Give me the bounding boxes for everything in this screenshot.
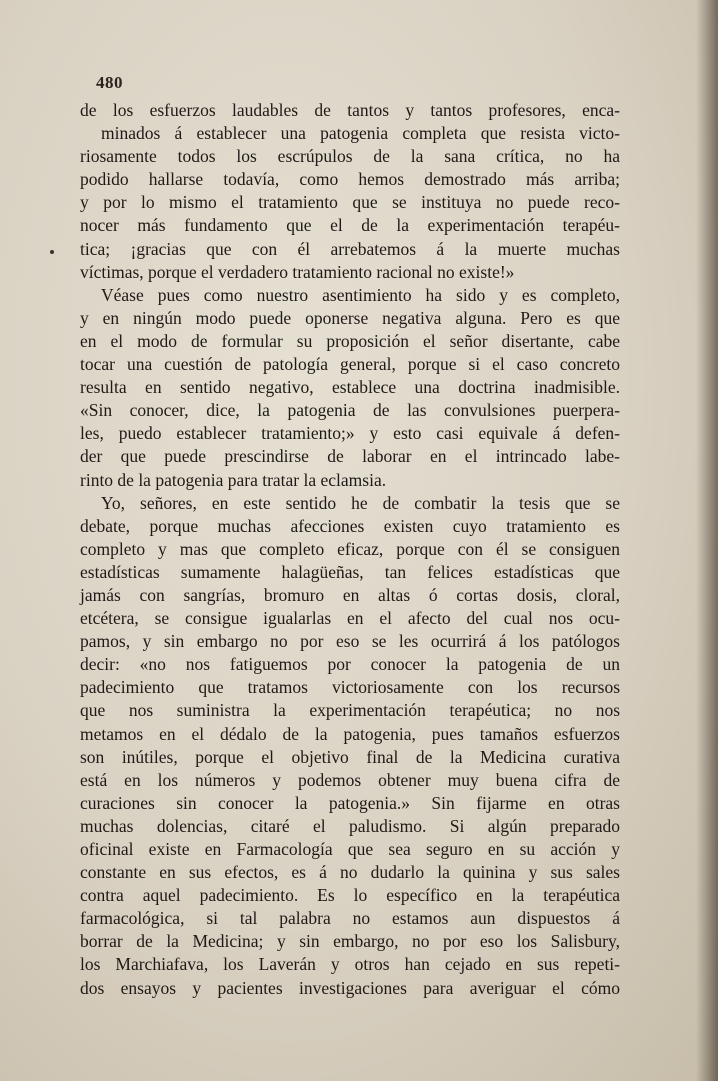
text-line: borrar de la Medicina; y sin embargo, no por eso los Salisbury, bbox=[80, 931, 620, 952]
text-line: constante en sus efectos, es á no dudarlo la quinina y sus sales bbox=[80, 862, 620, 883]
spine-shadow bbox=[696, 0, 718, 1081]
text-line: nocer más fundamento que el de la experimentación terapéu- bbox=[80, 215, 620, 236]
text-line: en el modo de formular su proposición el señor disertante, cabe bbox=[80, 330, 620, 351]
text-line: estadísticas sumamente halagüeñas, tan felices estadísticas que bbox=[80, 561, 620, 582]
text-line: podido hallarse todavía, como hemos demostrado más arriba; bbox=[80, 169, 620, 190]
text-line: padecimiento que tratamos victoriosamente con los recursos bbox=[80, 677, 620, 698]
page-number: 480 bbox=[96, 73, 123, 92]
text-line: metamos en el dédalo de la patogenia, pues tamaños esfuerzos bbox=[80, 723, 620, 744]
text-line: «Sin conocer, dice, la patogenia de las convulsiones puerpera- bbox=[80, 400, 620, 421]
margin-mark bbox=[50, 250, 54, 254]
text-line: y por lo mismo el tratamiento que se instituya no puede reco- bbox=[80, 192, 620, 213]
text-line: etcétera, se consigue igualarlas en el afecto del cual nos ocu- bbox=[80, 608, 620, 629]
text-line: dos ensayos y pacientes investigaciones para averiguar el cómo bbox=[80, 977, 620, 998]
text-line: debate, porque muchas afecciones existen cuyo tratamiento es bbox=[80, 515, 620, 536]
text-line: muchas dolencias, citaré el paludismo. Si algún preparado bbox=[80, 815, 620, 836]
text-line: víctimas, porque el verdadero tratamiento racional no existe!» bbox=[80, 261, 515, 282]
text-line: jamás con sangrías, bromuro en altas ó cortas dosis, cloral, bbox=[80, 584, 620, 605]
text-line: riosamente todos los escrúpulos de la sana crítica, no ha bbox=[80, 146, 620, 167]
text-line: farmacológica, si tal palabra no estamos aun dispuestos á bbox=[80, 908, 620, 929]
text-line: y en ningún modo puede oponerse negativa alguna. Pero es que bbox=[80, 307, 620, 328]
text-line: tica; ¡gracias que con él arrebatemos á la muerte muchas bbox=[80, 238, 620, 259]
text-line: está en los números y podemos obtener muy buena cifra de bbox=[80, 769, 620, 790]
text-line: completo y mas que completo eficaz, porque con él se consiguen bbox=[80, 538, 620, 559]
text-line: resulta en sentido negativo, establece una doctrina inadmisible. bbox=[80, 377, 620, 398]
text-line: que nos suministra la experimentación terapéutica; no nos bbox=[80, 700, 620, 721]
text-line: los Marchiafava, los Laverán y otros han cejado en sus repeti- bbox=[80, 954, 620, 975]
text-line: der que puede prescindirse de laborar en el intrincado labe- bbox=[80, 446, 620, 467]
text-line: de los esfuerzos laudables de tantos y tantos profesores, enca- bbox=[80, 100, 620, 120]
text-line: son inútiles, porque el objetivo final de la Medicina curativa bbox=[80, 746, 620, 767]
text-line: les, puedo establecer tratamiento;» y esto casi equivale á defen- bbox=[80, 423, 620, 444]
body-text bbox=[80, 99, 620, 1000]
text-line: decir: «no nos fatiguemos por conocer la patogenia de un bbox=[80, 654, 620, 675]
text-line: Véase pues como nuestro asentimiento ha sido y es completo, bbox=[101, 284, 620, 305]
text-line: minados á establecer una patogenia completa que resista victo- bbox=[101, 123, 620, 144]
text-line: rinto de la patogenia para tratar la eclamsia. bbox=[80, 469, 387, 490]
text-line: contra aquel padecimiento. Es lo específico en la terapéutica bbox=[80, 885, 620, 906]
text-line: Yo, señores, en este sentido he de combatir la tesis que se bbox=[101, 492, 620, 513]
text-line: pamos, y sin embargo no por eso se les ocurrirá á los patólogos bbox=[80, 631, 620, 652]
text-line: oficinal existe en Farmacología que sea seguro en su acción y bbox=[80, 839, 620, 859]
text-line: tocar una cuestión de patología general, porque si el caso concreto bbox=[80, 354, 620, 375]
text-line: curaciones sin conocer la patogenia.» Sin fijarme en otras bbox=[80, 792, 620, 813]
